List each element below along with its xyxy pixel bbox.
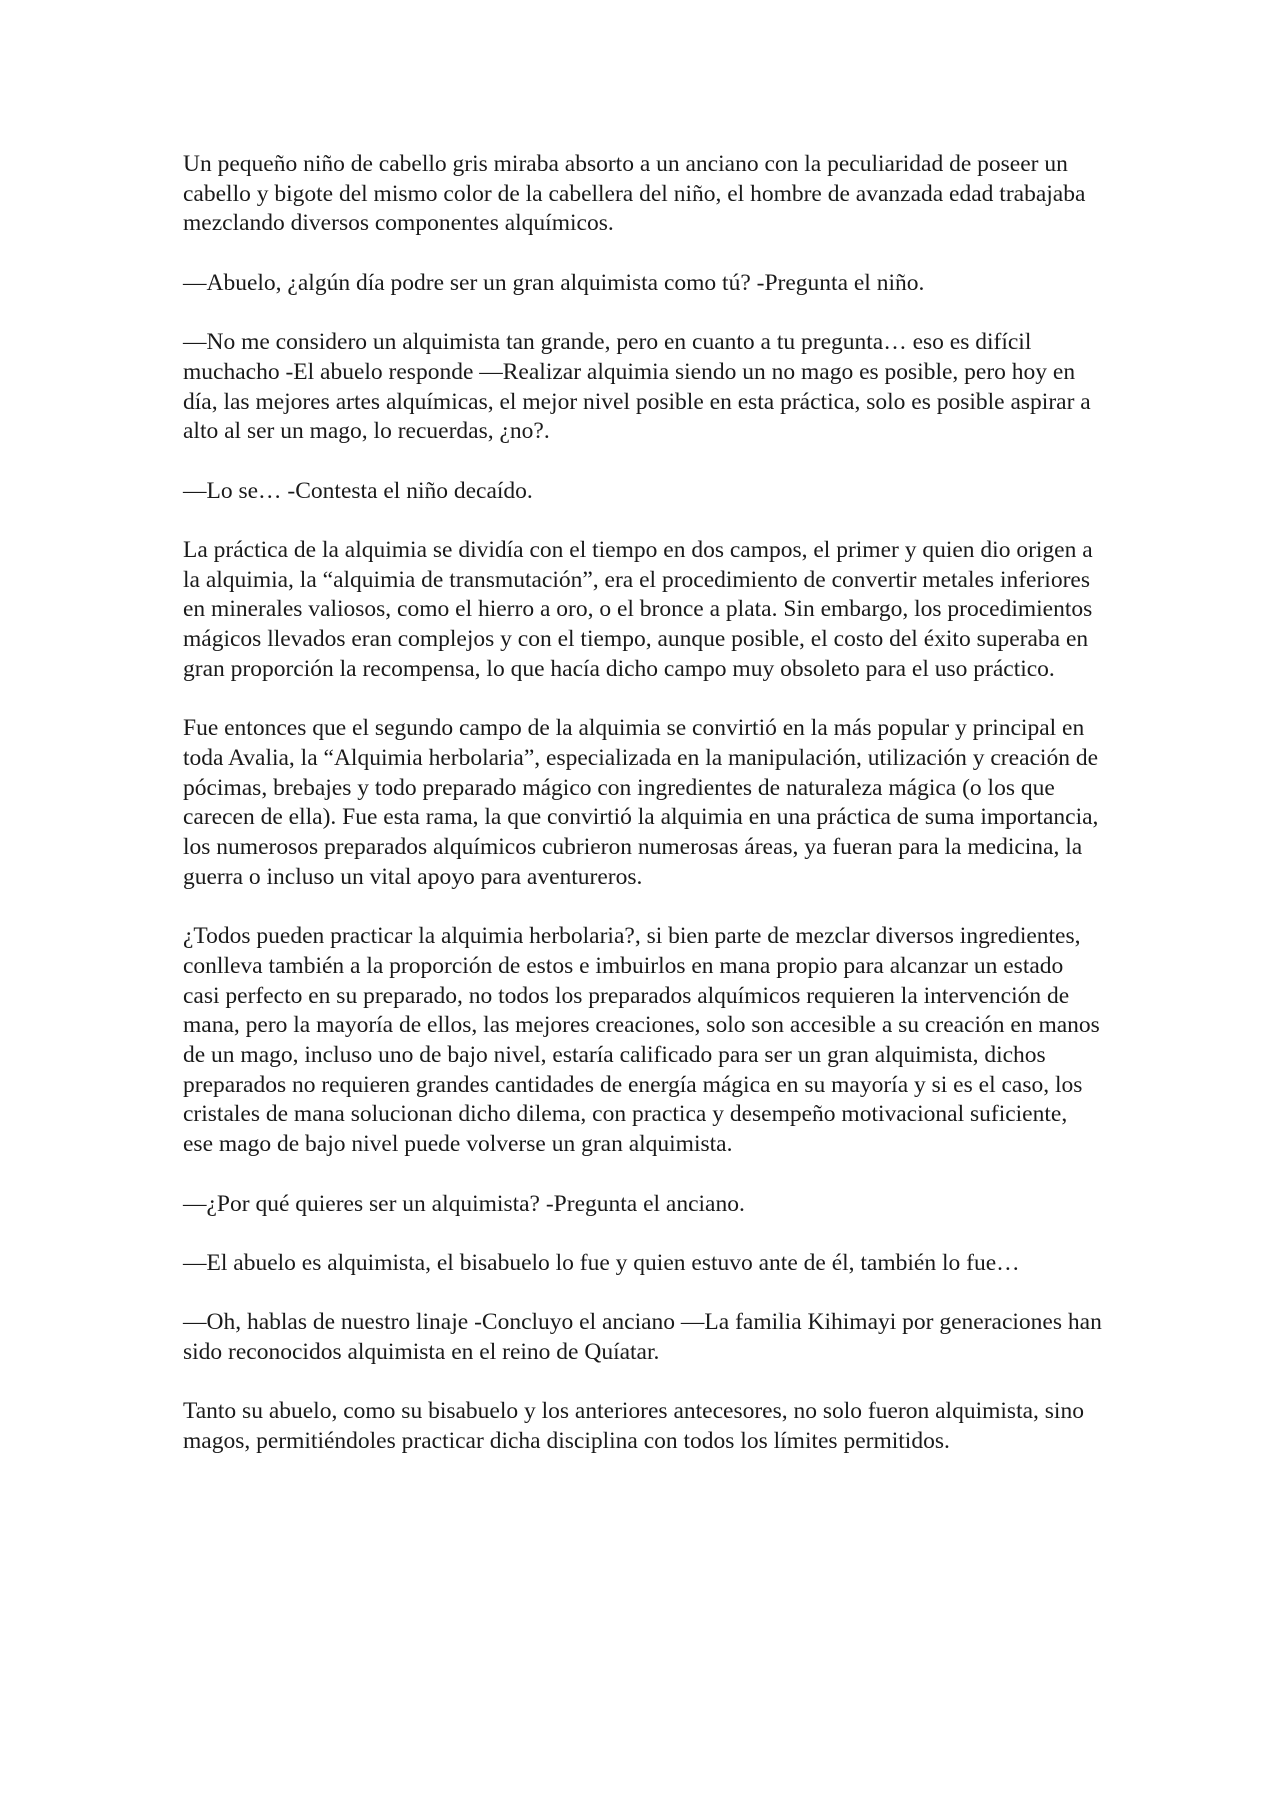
- paragraph-8: —¿Por qué quieres ser un alquimista? -Pregunta el anciano.: [183, 1190, 745, 1217]
- document-body: [183, 150, 1103, 1486]
- paragraph-4: —Lo se… -Contesta el niño decaído.: [183, 477, 533, 504]
- paragraph-11: Tanto su abuelo, como su bisabuelo y los anteriores antecesores, no solo fueron alquimista, sino magos, permitiéndoles practicar dicha disciplina con todos los límites permitidos.: [183, 1398, 1084, 1455]
- paragraph-9: —El abuelo es alquimista, el bisabuelo lo fue y quien estuvo ante de él, también lo fue…: [183, 1249, 1020, 1276]
- paragraph-5: La práctica de la alquimia se dividía con el tiempo en dos campos, el primer y quien dio origen a la alquimia, la “alquimia de transmutación”, era el procedimiento de convertir metales inferiores en minerales valiosos, como el hierro a oro, o el bronce a plata. Sin embargo, los procedimientos mágicos llevados eran complejos y con el tiempo, aunque posible, el costo del éxito superaba en gran proporción la recompensa, lo que hacía dicho campo muy obsoleto para el uso práctico.: [183, 537, 1093, 682]
- paragraph-10: —Oh, hablas de nuestro linaje -Concluyo el anciano —La familia Kihimayi por generaciones han sido reconocidos alquimista en el reino de Quíatar.: [183, 1309, 1102, 1365]
- paragraph-1: Un pequeño niño de cabello gris miraba absorto a un anciano con la peculiaridad de poseer un cabello y bigote del mismo color de la cabellera del niño, el hombre de avanzada edad trabajaba mezclando diversos componentes alquímicos.: [183, 151, 1086, 237]
- paragraph-6: Fue entonces que el segundo campo de la alquimia se convirtió en la más popular y principal en toda Avalia, la “Alquimia herbolaria”, especializada en la manipulación, utilización y creación de pócimas, brebajes y todo preparado mágico con ingredientes de naturaleza mágica (o los que carecen de ella). Fue esta rama, la que convirtió la alquimia en una práctica de suma importancia, los numerosos preparados alquímicos cubrieron numerosas áreas, ya fueran para la medicina, la guerra o incluso un vital apoyo para aventureros.: [183, 715, 1099, 890]
- paragraph-7: ¿Todos pueden practicar la alquimia herbolaria?, si bien parte de mezclar diversos ingredientes, conlleva también a la proporción de estos e imbuirlos en mana propio para alcanzar un estado casi perfecto en su preparado, no todos los preparados alquímicos requieren la intervención de mana, pero la mayoría de ellos, las mejores creaciones, solo son accesible a su creación en manos de un mago, incluso uno de bajo nivel, estaría calificado para ser un gran alquimista, dichos preparados no requieren grandes cantidades de energía mágica en su mayoría y si es el caso, los cristales de mana solucionan dicho dilema, con practica y desempeño motivacional suficiente, ese mago de bajo nivel puede volverse un gran alquimista.: [183, 923, 1100, 1158]
- paragraph-2: —Abuelo, ¿algún día podre ser un gran alquimista como tú? -Pregunta el niño.: [183, 269, 925, 296]
- paragraph-3: —No me considero un alquimista tan grande, pero en cuanto a tu pregunta… eso es difícil muchacho -El abuelo responde —Realizar alquimia siendo un no mago es posible, pero hoy en día, las mejores artes alquímicas, el mejor nivel posible en esta práctica, solo es posible aspirar a alto al ser un mago, lo recuerdas, ¿no?.: [183, 329, 1091, 445]
